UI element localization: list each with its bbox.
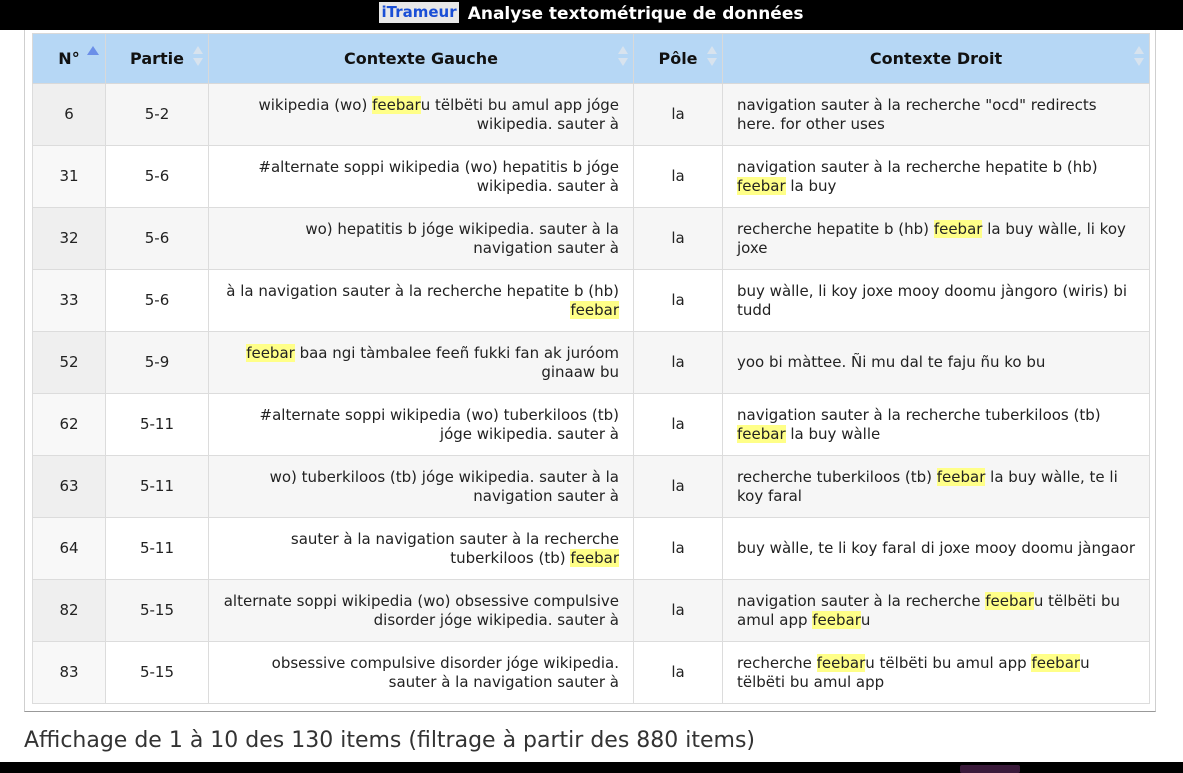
cell-contexte-gauche <box>209 580 634 642</box>
context-text: wikipedia (wo) <box>258 95 373 114</box>
table-row[interactable] <box>33 394 1150 456</box>
highlighted-term: feebar <box>246 343 295 362</box>
table-row[interactable] <box>33 580 1150 642</box>
concordance-table <box>32 33 1150 704</box>
context-text: la buy <box>785 176 837 195</box>
cell-number: 52 <box>33 332 106 394</box>
column-header-partie[interactable] <box>106 34 209 84</box>
cell-partie: 5-11 <box>106 518 209 580</box>
context-text: baa ngi tàmbalee feeñ fukki fan ak juróom ginaaw bu <box>294 343 619 381</box>
bottom-bar <box>0 762 1183 773</box>
context-text: #alternate soppi wikipedia (wo) hepatitis b jóge wikipedia. sauter à <box>258 157 619 195</box>
highlighted-term: feebar <box>812 610 861 629</box>
pagination-info: Affichage de 1 à 10 des 130 items (filtrage à partir des 880 items) <box>24 728 756 753</box>
sort-ascending-icon <box>87 46 99 55</box>
context-text: alternate soppi wikipedia (wo) obsessive compulsive disorder jóge wikipedia. sauter à <box>223 591 619 629</box>
column-label: Partie <box>130 49 184 68</box>
context-text: recherche tuberkiloos (tb) <box>737 467 937 486</box>
cell-contexte-droit <box>723 84 1150 146</box>
cell-contexte-droit <box>723 394 1150 456</box>
cell-number: 63 <box>33 456 106 518</box>
itrameur-logo[interactable]: iTrameur <box>381 2 457 21</box>
cell-pole: la <box>634 456 723 518</box>
column-header-number[interactable] <box>33 34 106 84</box>
context-text: wo) tuberkiloos (tb) jóge wikipedia. sauter à la navigation sauter à <box>269 467 619 505</box>
cell-contexte-gauche <box>209 146 634 208</box>
highlighted-term: feebar <box>985 591 1034 610</box>
context-text: à la navigation sauter à la recherche hepatite b (hb) <box>226 281 619 300</box>
context-text: obsessive compulsive disorder jóge wikipedia. sauter à la navigation sauter à <box>271 653 619 691</box>
cell-partie: 5-11 <box>106 456 209 518</box>
context-text: buy wàlle, te li koy faral di joxe mooy doomu jàngaor <box>737 539 1136 557</box>
cell-number: 6 <box>33 84 106 146</box>
highlighted-term: feebar <box>570 300 619 319</box>
context-text: navigation sauter à la recherche hepatite b (hb) <box>737 157 1098 176</box>
context-text: la buy wàlle <box>785 424 881 443</box>
cell-contexte-gauche <box>209 84 634 146</box>
highlighted-term: feebar <box>737 424 786 443</box>
cell-contexte-gauche <box>209 332 634 394</box>
context-text: u tëlbëti bu amul app <box>737 591 1121 629</box>
context-text: wo) hepatitis b jóge wikipedia. sauter à la navigation sauter à <box>305 219 619 257</box>
cell-contexte-gauche <box>209 208 634 270</box>
cell-contexte-gauche <box>209 456 634 518</box>
context-text: buy wàlle, li koy joxe mooy doomu jàngoro (wiris) bi tudd <box>737 281 1128 319</box>
cell-pole: la <box>634 146 723 208</box>
table-row[interactable] <box>33 456 1150 518</box>
cell-contexte-droit <box>723 518 1150 580</box>
app-header <box>0 0 1183 30</box>
cell-pole: la <box>634 580 723 642</box>
cell-pole: la <box>634 84 723 146</box>
cell-number: 83 <box>33 642 106 704</box>
cell-pole: la <box>634 332 723 394</box>
highlighted-term: feebar <box>570 548 619 567</box>
cell-contexte-gauche <box>209 394 634 456</box>
context-text: u tëlbëti bu amul app jóge wikipedia. sauter à <box>420 95 619 133</box>
context-text: u tëlbëti bu amul app <box>737 653 1090 691</box>
highlighted-term: feebar <box>936 467 986 486</box>
table-row[interactable] <box>33 642 1150 704</box>
cell-partie: 5-6 <box>106 270 209 332</box>
sort-icon <box>707 46 717 68</box>
sort-icon <box>1134 46 1144 68</box>
highlighted-term: feebar <box>1031 653 1081 672</box>
cell-partie: 5-6 <box>106 208 209 270</box>
context-text: recherche <box>737 653 817 672</box>
cell-contexte-gauche <box>209 518 634 580</box>
table-row[interactable] <box>33 146 1150 208</box>
column-label: Contexte Droit <box>869 49 1003 68</box>
cell-pole: la <box>634 642 723 704</box>
table-header-row <box>33 34 1150 84</box>
cell-contexte-gauche <box>209 270 634 332</box>
cell-number: 32 <box>33 208 106 270</box>
table-row[interactable] <box>33 270 1150 332</box>
table-row[interactable] <box>33 332 1150 394</box>
cell-partie: 5-11 <box>106 394 209 456</box>
cell-contexte-droit <box>723 642 1150 704</box>
context-text: recherche hepatite b (hb) <box>737 219 934 238</box>
cell-contexte-droit <box>723 580 1150 642</box>
context-text: yoo bi màttee. Ñi mu dal te faju ñu ko bu <box>737 353 1046 371</box>
highlighted-term: feebar <box>737 176 786 195</box>
footer-logo-icon <box>960 765 1020 773</box>
cell-contexte-droit <box>723 146 1150 208</box>
table-row[interactable] <box>33 208 1150 270</box>
cell-contexte-droit <box>723 332 1150 394</box>
column-label: N° <box>58 49 80 68</box>
cell-contexte-droit <box>723 270 1150 332</box>
cell-partie: 5-15 <box>106 580 209 642</box>
cell-partie: 5-15 <box>106 642 209 704</box>
sort-icon <box>618 46 628 68</box>
cell-number: 82 <box>33 580 106 642</box>
table-body <box>33 84 1150 704</box>
highlighted-term: feebar <box>933 219 983 238</box>
cell-pole: la <box>634 518 723 580</box>
table-row[interactable] <box>33 84 1150 146</box>
cell-contexte-gauche <box>209 642 634 704</box>
cell-pole: la <box>634 270 723 332</box>
sort-icon <box>193 46 203 68</box>
context-text: u tëlbëti bu amul app <box>865 653 1032 672</box>
cell-number: 31 <box>33 146 106 208</box>
cell-number: 64 <box>33 518 106 580</box>
cell-number: 62 <box>33 394 106 456</box>
cell-number: 33 <box>33 270 106 332</box>
cell-contexte-droit <box>723 456 1150 518</box>
context-text: la buy wàlle, li koy joxe <box>737 219 1126 257</box>
column-header-contexte-gauche[interactable] <box>209 34 634 84</box>
context-text: #alternate soppi wikipedia (wo) tuberkiloos (tb) jóge wikipedia. sauter à <box>259 405 619 443</box>
table-row[interactable] <box>33 518 1150 580</box>
column-header-contexte-droit[interactable] <box>723 34 1150 84</box>
highlighted-term: feebar <box>372 95 421 114</box>
cell-partie: 5-2 <box>106 84 209 146</box>
context-text: navigation sauter à la recherche <box>737 591 986 610</box>
highlighted-term: feebar <box>816 653 866 672</box>
context-text: navigation sauter à la recherche tuberkiloos (tb) <box>737 405 1101 424</box>
cell-pole: la <box>634 208 723 270</box>
column-label: Pôle <box>658 49 698 68</box>
context-text: u <box>860 610 871 629</box>
context-text: la buy wàlle, te li koy faral <box>737 467 1118 505</box>
cell-partie: 5-9 <box>106 332 209 394</box>
column-label: Contexte Gauche <box>343 49 499 68</box>
cell-contexte-droit <box>723 208 1150 270</box>
column-header-pole[interactable] <box>634 34 723 84</box>
cell-partie: 5-6 <box>106 146 209 208</box>
context-text: navigation sauter à la recherche "ocd" redirects here. for other uses <box>737 95 1097 133</box>
context-text: sauter à la navigation sauter à la recherche tuberkiloos (tb) <box>290 529 619 567</box>
page-title: Analyse textométrique de données <box>467 3 804 24</box>
cell-pole: la <box>634 394 723 456</box>
